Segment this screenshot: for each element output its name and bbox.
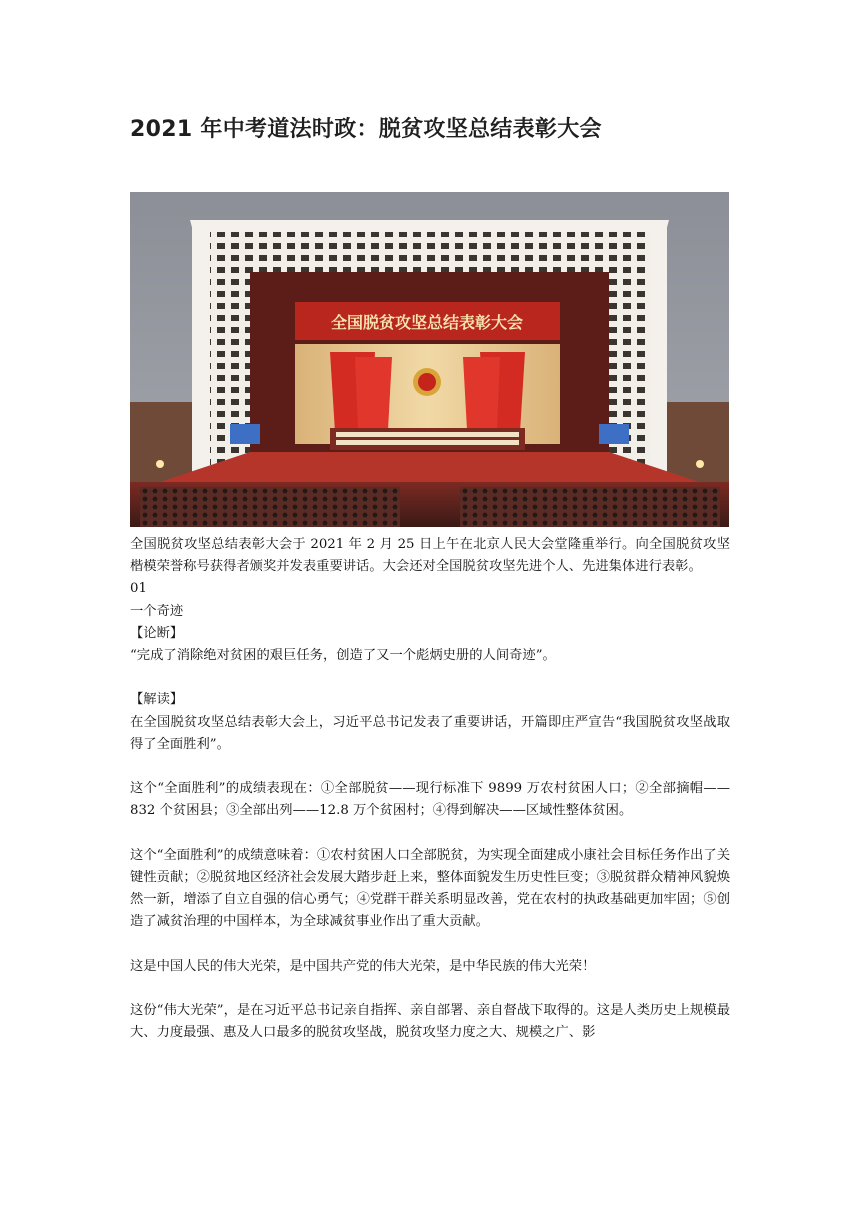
reading-paragraph-2: 这个“全面胜利”的成绩表现在：①全部脱贫——现行标准下 9899 万农村贫困人口；②全部摘帽——832 个贫困县；③全部出列——12.8 万个贫困村；④得到解决——区域性整体贫困。: [130, 781, 730, 819]
reading-paragraph-5: 这份“伟大光荣”，是在习近平总书记亲自指挥、亲自部署、亲自督战下取得的。这是人类历史上规模最大、力度最强、惠及人口最多的脱贫攻坚战，脱贫攻坚力度之大、规模之广、影: [130, 1003, 730, 1041]
section-number: 01: [130, 581, 147, 597]
conference-hall-photo: [130, 192, 729, 527]
intro-paragraph: 全国脱贫攻坚总结表彰大会于 2021 年 2 月 25 日上午在北京人民大会堂隆重举行。向全国脱贫攻坚楷模荣誉称号获得者颁奖并发表重要讲话。大会还对全国脱贫攻坚先进个人、先进集体进行表彰。: [130, 537, 730, 575]
right-screen: [599, 424, 629, 444]
reading-paragraph-3: 这个“全面胜利”的成绩意味着：①农村贫困人口全部脱贫，为实现全面建成小康社会目标任务作出了关键性贡献；②脱贫地区经济社会发展大踏步赶上来，整体面貌发生历史性巨变；③脱贫群众精神风貌焕然一新，增添了自立自强的信心勇气；④党群干群关系明显改善，党在农村的执政基础更加牢固；⑤创造了减贫治理的中国样本，为全球减贫事业作出了重大贡献。: [130, 847, 730, 930]
reading-paragraph-4: 这是中国人民的伟大光荣，是中国共产党的伟大光荣，是中华民族的伟大光荣！: [130, 958, 596, 974]
stage-banner-text: 全国脱贫攻坚总结表彰大会: [330, 313, 524, 332]
left-screen: [230, 424, 260, 444]
page-title: 2021 年中考道法时政：脱贫攻坚总结表彰大会: [130, 117, 602, 142]
reading-paragraph-1: 在全国脱贫攻坚总结表彰大会上，习近平总书记发表了重要讲话，开篇即庄严宣告“我国脱贫攻坚战取得了全面胜利”。: [130, 714, 730, 752]
thesis-text: “完成了消除绝对贫困的艰巨任务，创造了又一个彪炳史册的人间奇迹”。: [130, 648, 556, 664]
thesis-label: 【论断】: [130, 625, 184, 641]
article-body: [130, 534, 730, 1045]
section-title: 一个奇迹: [130, 603, 184, 619]
reading-label: 【解读】: [130, 692, 184, 708]
